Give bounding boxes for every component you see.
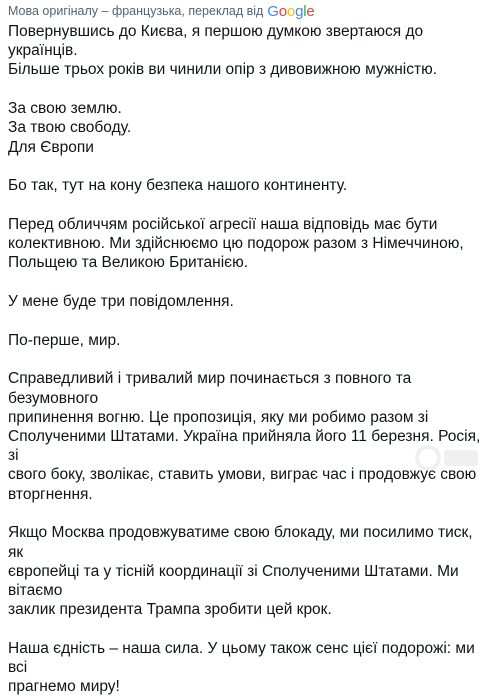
logo-letter: e [306,2,315,20]
post-line: У мене буде три повідомлення. [8,293,234,311]
logo-letter: o [286,2,296,20]
logo-letter: g [295,2,304,20]
translation-label: Мова оригіналу – французька, переклад від [8,4,264,18]
post-line: європейці та у тісній координації зі Сполученими Штатами. Ми вітаємо [8,562,459,599]
post-line: вторгнення. [8,485,93,503]
post-line: заклик президента Трампа зробити цей крок. [8,601,332,619]
post-line: Повернувшись до Києва, я першою думкою звертаюся до українців. [8,23,424,60]
post-line: Більше трьох років ви чинили опір з дивовижною мужністю. [8,61,438,79]
post-line: Наша єдність – наша сила. У цьому також сенс цієї подорожі: ми всі [8,639,475,677]
paragraph-gap [8,619,482,639]
paragraph-gap [8,80,482,100]
logo-letter: o [278,2,287,20]
post-line: Бо так, тут на кону безпека нашого континенту. [8,177,348,195]
logo-letter: G [267,2,279,20]
post-line: свого боку, зволікає, ставить умови, виграє час і продовжує свою [8,466,477,484]
post-line: За свою землю. [8,100,122,118]
paragraph-gap [8,311,482,331]
paragraph-gap [8,504,482,524]
paragraph-gap [8,157,482,177]
post-line: Для Європи [8,138,94,156]
post-line: По-перше, мир. [8,331,121,349]
paragraph-gap [8,195,482,215]
post-line: За твою свободу. [8,119,132,137]
paragraph-gap [8,273,482,293]
post-line: прагнемо миру! [8,678,120,696]
logo-letter: l [303,2,307,20]
translation-notice [8,2,315,20]
post-line: Якщо Москва продовжуватиме свою блокаду, ми посилимо тиск, як [8,524,473,561]
post-line: Справедливий і тривалий мир починається з повного та безумовного [8,370,412,407]
post-line: Польщею та Великою Британією. [8,254,249,272]
post-text [8,22,482,696]
post-line: колективною. Ми здійснюємо цю подорож разом з Німеччиною, [8,235,464,253]
google-logo [267,3,314,20]
post-line: Сполученими Штатами. Україна прийняла його 11 березня. Росія, зі [8,428,481,465]
paragraph-gap [8,350,482,370]
post-line: припинення вогню. Це пропозиція, яку ми робимо разом зі [8,408,429,426]
post-line: Перед обличчям російської агресії наша відповідь має бути [8,215,438,233]
